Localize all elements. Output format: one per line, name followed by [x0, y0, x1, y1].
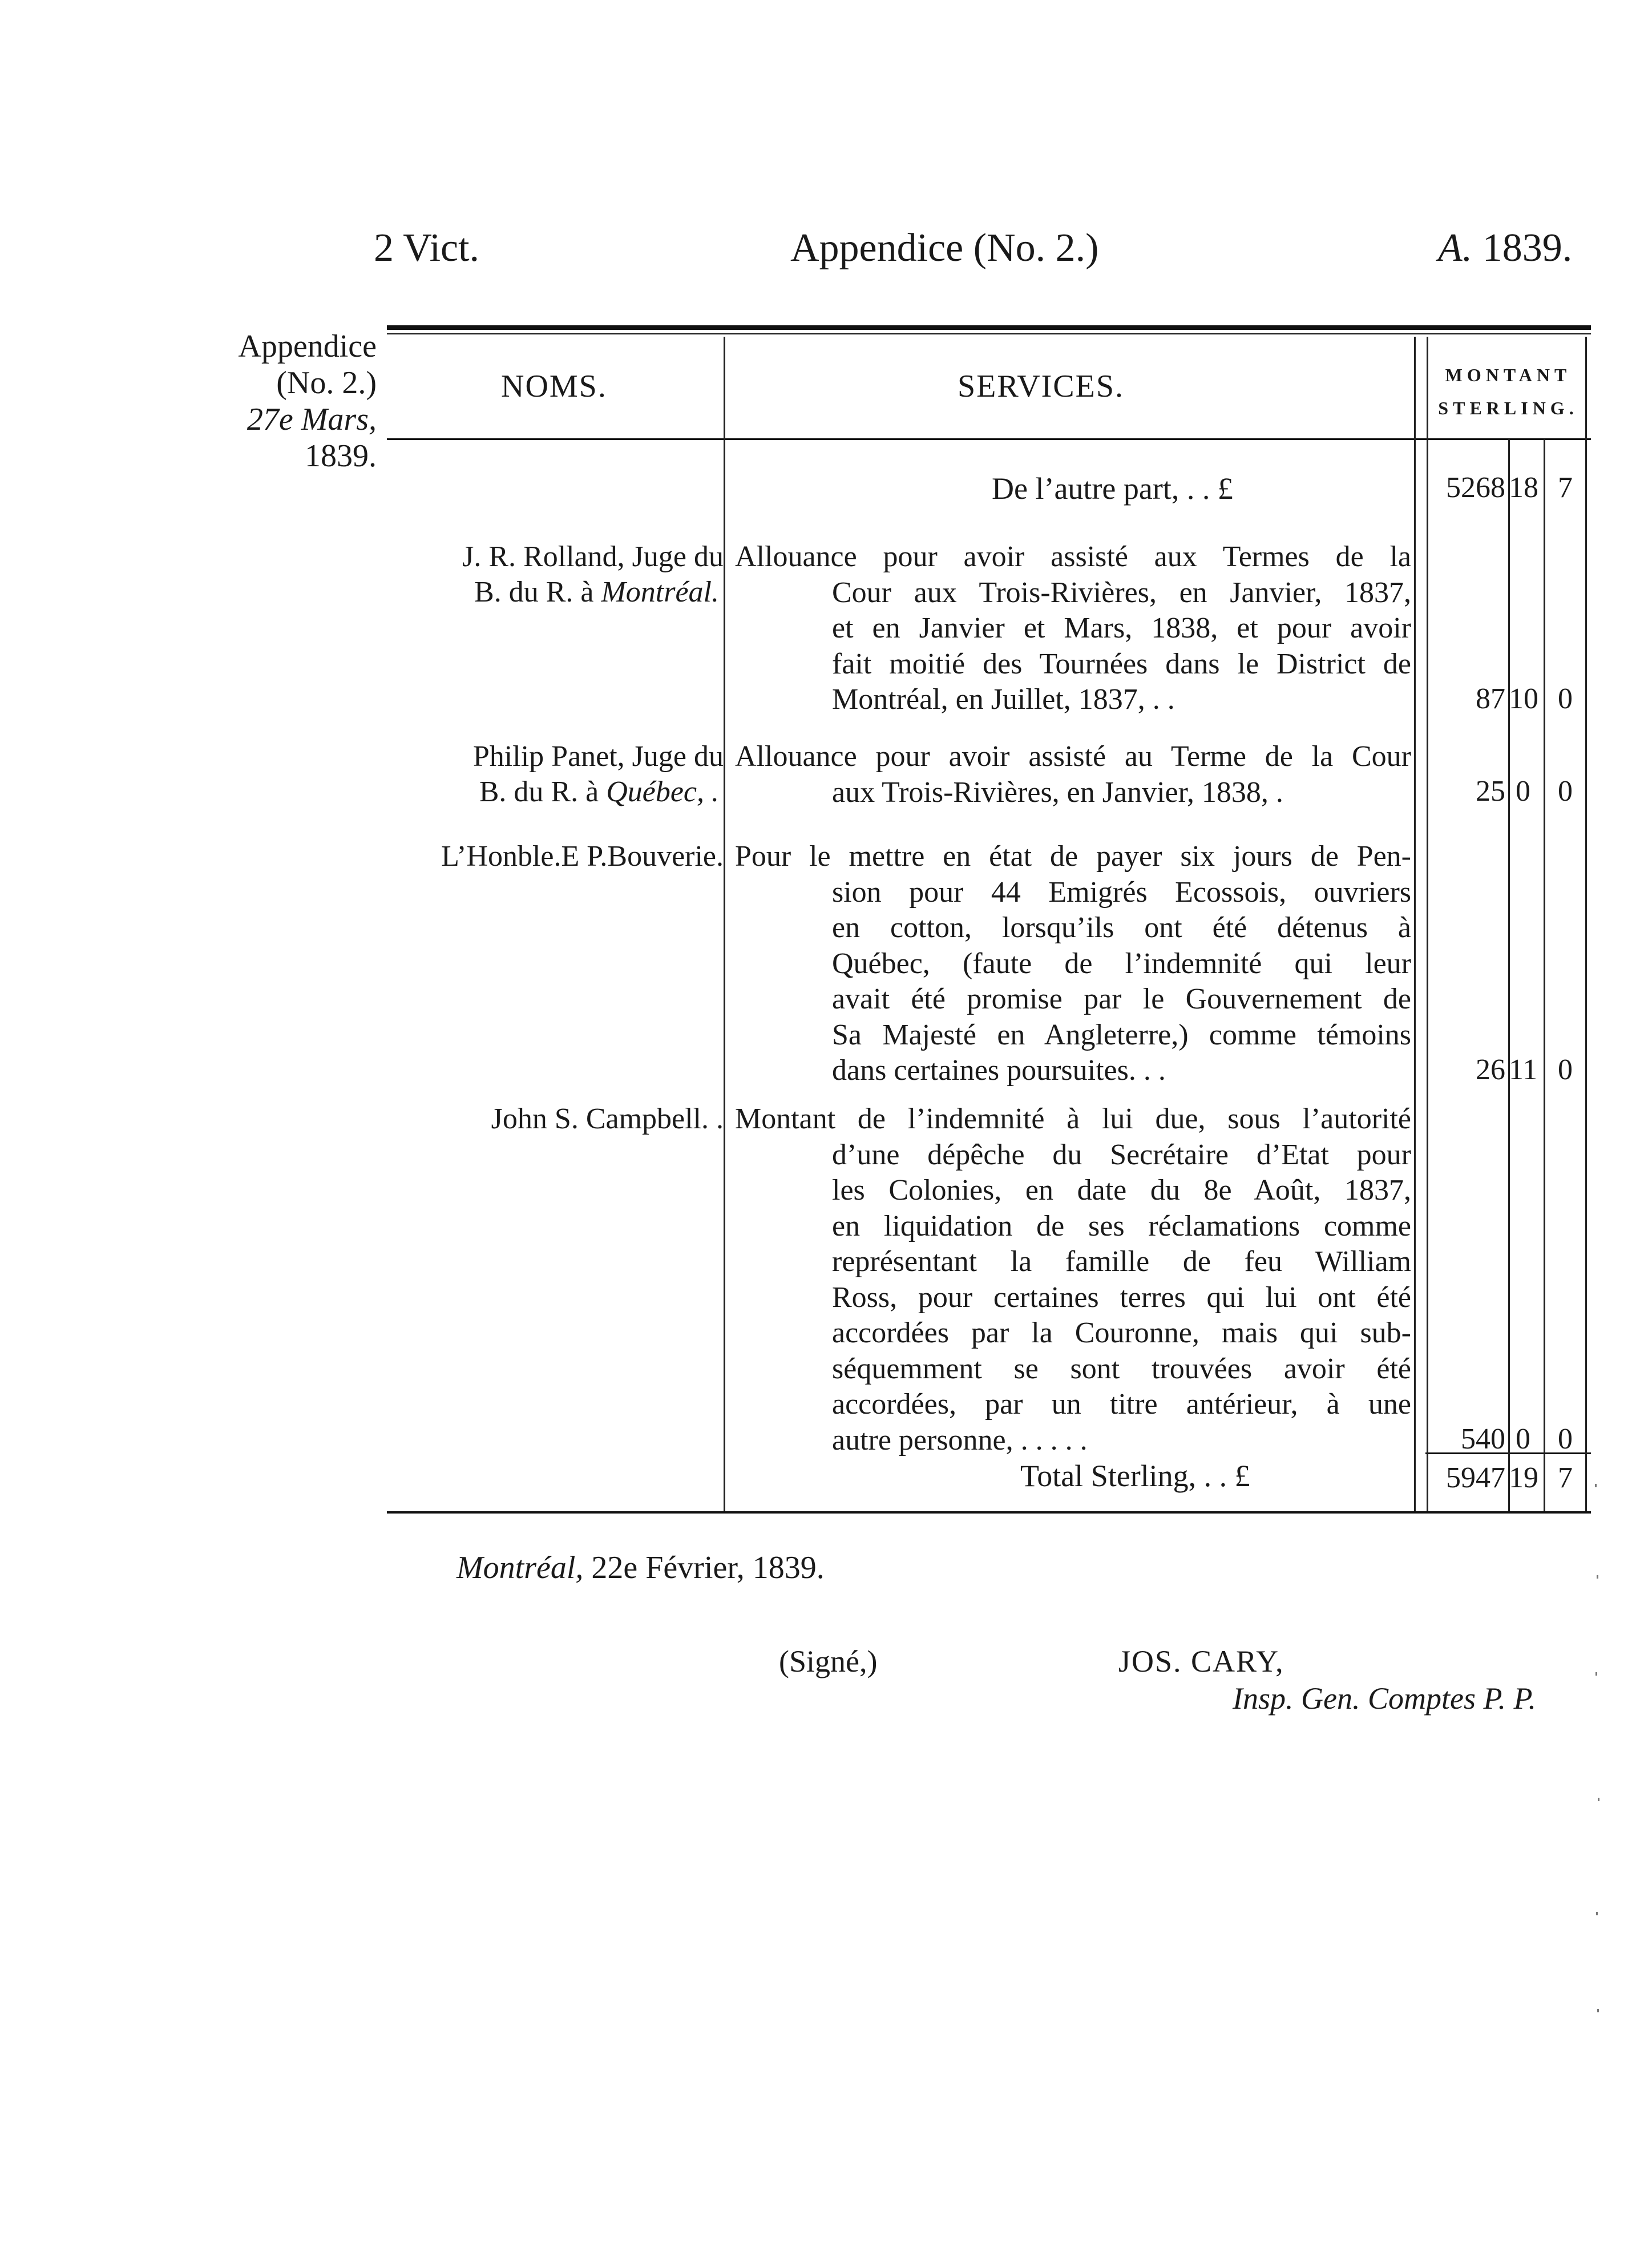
entry-pounds: 26: [1476, 1054, 1505, 1086]
total-pounds: 5947: [1446, 1462, 1505, 1494]
entry-name: [387, 839, 724, 874]
total-pence: 7: [1558, 1462, 1573, 1494]
entry-name-line: Philip Panet, Juge du: [472, 740, 724, 773]
ledger-table: [387, 325, 1591, 1518]
service-line: en cotton, lorsqu’ils ont été détenus à: [832, 911, 1411, 944]
bottom-rule: [387, 1511, 1591, 1514]
entry-service: [735, 739, 1411, 810]
column-divider: [1585, 337, 1587, 1511]
top-thick-rule: [387, 325, 1591, 330]
column-header-sterling-line: STERLING.: [1438, 398, 1578, 418]
service-line: Allouance pour avoir assisté au Terme de la Cour: [735, 740, 1411, 773]
running-head-year-number: 1839.: [1482, 226, 1573, 270]
service-line: avait été promise par le Gouvernement de: [832, 983, 1411, 1015]
entry-name-place: Montréal.: [601, 576, 719, 608]
entry-pounds: 540: [1461, 1423, 1505, 1455]
entry-name-line: [387, 774, 724, 810]
scan-speck: [1595, 1484, 1597, 1487]
entry-pence: 0: [1558, 683, 1573, 715]
carry-forward-label: De l’autre part, . . £: [992, 471, 1233, 506]
entry-name-line: J. R. Rolland, Juge du: [462, 540, 724, 573]
running-head-letter: A.: [1438, 226, 1473, 270]
margin-note: [188, 328, 377, 474]
entry-service: [735, 839, 1411, 1089]
column-header-montant-line: MONTANT: [1445, 365, 1572, 385]
running-head-session: 2 Vict.: [374, 226, 480, 270]
service-line: autre personne, . . . . .: [832, 1423, 1088, 1456]
service-line: Allouance pour avoir assisté aux Termes de la: [735, 540, 1411, 573]
entry-name-place: Québec, .: [606, 776, 719, 808]
entry-name: [387, 1101, 724, 1137]
column-header-montant: [1428, 358, 1588, 425]
total-shillings: 19: [1509, 1462, 1538, 1494]
column-header-services: SERVICES.: [958, 369, 1125, 404]
signer-title: Insp. Gen. Comptes P. P.: [1233, 1681, 1537, 1716]
running-head-year: [1438, 225, 1572, 271]
service-line: dans certaines poursuites. . .: [832, 1054, 1166, 1087]
entry-shillings: 0: [1516, 1423, 1530, 1455]
entry-name-line: [387, 575, 724, 610]
running-head-title: Appendice (No. 2.): [790, 226, 1099, 270]
entry-shillings: 0: [1516, 775, 1530, 808]
service-line: fait moitié des Tournées dans le District de: [832, 647, 1411, 680]
entry-name: [387, 739, 724, 810]
margin-note-line: Appendice: [238, 329, 377, 364]
pence-divider: [1544, 439, 1545, 1511]
entry-shillings: 10: [1509, 683, 1538, 715]
entry-service: [735, 539, 1411, 718]
service-line: Pour le mettre en état de payer six jours de Pen-: [735, 840, 1411, 873]
column-divider: [1414, 337, 1416, 1511]
entry-name-line: L’Honble.E P.Bouverie.: [441, 840, 724, 873]
service-line: séquemment se sont trouvées avoir été: [832, 1352, 1411, 1385]
scan-speck: [1595, 1672, 1597, 1676]
service-line: Ross, pour certaines terres qui lui ont été: [832, 1281, 1411, 1314]
service-line: Montréal, en Juillet, 1837, . .: [832, 683, 1175, 716]
column-header-noms: NOMS.: [501, 369, 607, 404]
margin-note-line: (No. 2.): [276, 365, 377, 401]
total-label: Total Sterling, . . £: [1020, 1459, 1250, 1493]
service-line: en liquidation de ses réclamations comme: [832, 1209, 1411, 1242]
scan-speck: [1597, 1575, 1598, 1579]
entry-shillings: 11: [1509, 1054, 1538, 1086]
service-line: et en Janvier et Mars, 1838, et pour avoir: [832, 612, 1411, 644]
entry-pence: 0: [1558, 1054, 1573, 1086]
carry-forward-shillings: 18: [1509, 471, 1538, 504]
entry-name-prefix: B. du R. à: [479, 776, 607, 808]
scan-speck: [1598, 1798, 1599, 1801]
header-rule: [387, 438, 1591, 440]
signer-name: JOS. CARY,: [1118, 1644, 1284, 1678]
place-and-date: [457, 1549, 825, 1586]
service-line: aux Trois-Rivières, en Janvier, 1838, .: [832, 776, 1283, 809]
entry-pence: 0: [1558, 1423, 1573, 1455]
service-line: accordées par la Couronne, mais qui sub-: [832, 1317, 1411, 1349]
carry-forward-pence: 7: [1558, 471, 1573, 504]
entry-pounds: 87: [1476, 683, 1505, 715]
service-line: d’une dépêche du Secrétaire d’Etat pour: [832, 1138, 1411, 1171]
service-line: Montant de l’indemnité à lui due, sous l’autorité: [735, 1103, 1411, 1135]
scan-speck: [1596, 1912, 1598, 1915]
column-divider: [724, 337, 725, 1511]
margin-note-year: 1839.: [305, 438, 377, 474]
service-line: représentant la famille de feu William: [832, 1245, 1411, 1278]
column-divider: [1427, 337, 1428, 1511]
entry-pence: 0: [1558, 775, 1573, 808]
top-thin-rule: [387, 333, 1591, 334]
entry-pounds: 25: [1476, 775, 1505, 808]
shillings-divider: [1508, 439, 1510, 1511]
service-line: Sa Majesté en Angleterre,) comme témoins: [832, 1018, 1411, 1051]
date: 22e Février, 1839.: [583, 1550, 825, 1585]
scan-speck: [1597, 2009, 1599, 2012]
entry-name: [387, 539, 724, 610]
carry-forward-pounds: 5268: [1446, 471, 1505, 504]
place: Montréal,: [457, 1550, 584, 1585]
entry-name-prefix: B. du R. à: [474, 576, 601, 608]
entry-name-line: John S. Campbell. .: [491, 1103, 724, 1135]
service-line: Cour aux Trois-Rivières, en Janvier, 1837,: [832, 576, 1411, 609]
margin-note-date: 27e Mars,: [247, 402, 377, 437]
entry-service: [735, 1101, 1411, 1458]
service-line: sion pour 44 Emigrés Ecossois, ouvriers: [832, 875, 1411, 909]
service-line: Québec, (faute de l’indemnité qui leur: [832, 947, 1411, 980]
service-line: les Colonies, en date du 8e Août, 1837,: [832, 1174, 1411, 1206]
service-line: accordées, par un titre antérieur, à une: [832, 1388, 1411, 1420]
signed-note: (Signé,): [779, 1644, 878, 1678]
